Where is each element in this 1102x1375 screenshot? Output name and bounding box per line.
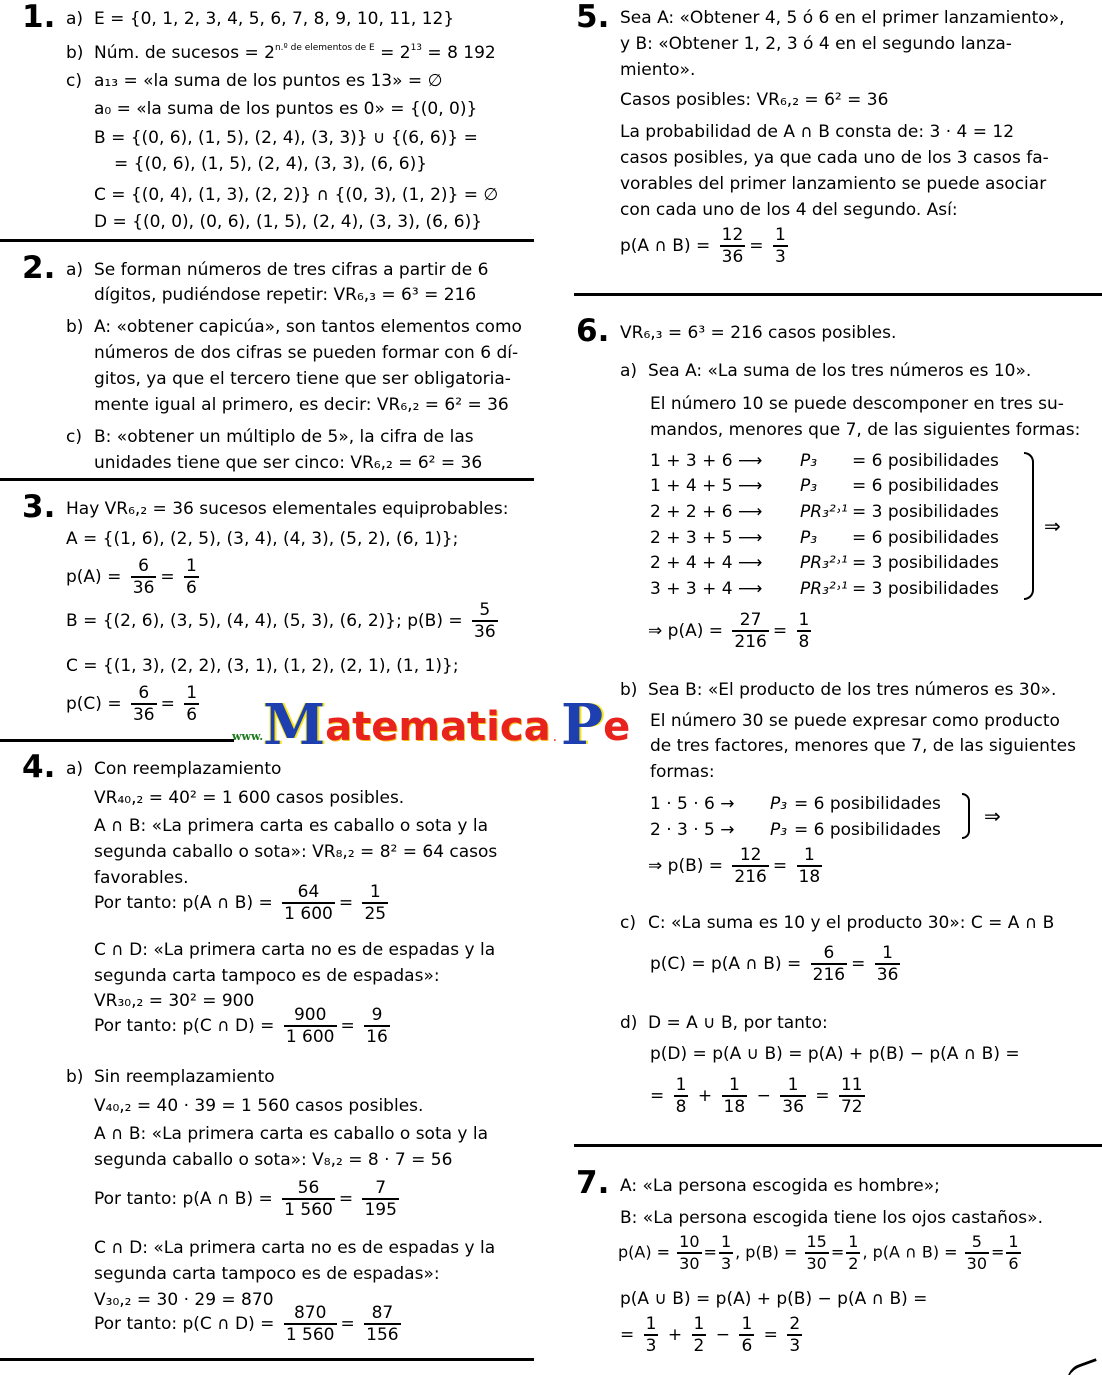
ex2-a-line: dígitos, pudiéndose repetir: VR₆,₃ = 6³ = 216 — [94, 285, 477, 305]
ex4-b-line: segunda carta tampoco es de espadas»: — [94, 1264, 440, 1284]
fraction: $\frac{1}{6}$ — [186, 556, 197, 598]
fraction: $\frac{1}{3}$ — [720, 1232, 732, 1273]
ex6-b-line: de tres factores, menores que 7, de las siguientes — [650, 736, 1076, 756]
ex1-c-line: a₀ = «la suma de los puntos es 0» = {(0, 0)} — [94, 99, 478, 119]
section-divider — [0, 478, 534, 481]
fraction: $\frac{1}{6}$ — [1008, 1232, 1019, 1273]
ex4-b-line: segunda caballo o sota»: V₈,₂ = 8 · 7 = 56 — [94, 1150, 453, 1170]
fraction: $\frac{1}{8}$ — [798, 610, 810, 652]
ex7-probs: p(A) = $\frac{10}{30}$ = $\frac{1}{3}$ , p(B) = $\frac{15}{30}$ = $\frac{1}{2}$ , p(A ∩ B) = $\frac{5}{30}$ = $\frac{1}{6}$ — [618, 1232, 1019, 1273]
ex6-intro: VR₆,₃ = 6³ = 216 casos posibles. — [620, 323, 897, 343]
fraction: $\frac{1}{18}$ — [723, 1075, 746, 1117]
ex6-c-p: p(C) = p(A ∩ B) = $\frac{6}{216}$ = $\frac{1}{36}$ — [650, 943, 899, 985]
fraction: $\frac{11}{72}$ — [840, 1075, 863, 1117]
exercise-number: 3. — [22, 489, 56, 525]
fraction: $\frac{6}{36}$ — [132, 556, 155, 598]
ex5-line: y B: «Obtener 1, 2, 3 ó 4 en el segundo lanza- — [620, 34, 1012, 54]
ex6-b-p: ⇒ p(B) = $\frac{12}{216}$ = $\frac{1}{18}$ — [648, 845, 821, 887]
right-brace-icon — [1024, 452, 1034, 600]
section-divider — [0, 739, 234, 742]
ex6-a-line: El número 10 se puede descomponer en tres su- — [650, 394, 1064, 414]
ex4-a-p2: Por tanto: p(C ∩ D) = $\frac{900}{1 600}$ = $\frac{9}{16}$ — [94, 1005, 388, 1047]
sum-row: 2 + 4 + 4 ⟶ PR₃²˒¹ = 3 posibilidades — [650, 553, 999, 573]
ex4-a-line: segunda caballo o sota»: VR₈,₂ = 8² = 64 casos — [94, 842, 498, 862]
ex6-a-p: ⇒ p(A) = $\frac{27}{216}$ = $\frac{1}{8}$ — [648, 610, 810, 652]
ex5-line: miento». — [620, 60, 696, 80]
ex4-a-p1: Por tanto: p(A ∩ B) = $\frac{64}{1 600}$ = $\frac{1}{25}$ — [94, 882, 387, 924]
ex4-b-line: C ∩ D: «La primera carta no es de espadas y la — [94, 1238, 496, 1258]
ex4-b-line: V₃₀,₂ = 30 · 29 = 870 — [94, 1290, 274, 1310]
exercise-number: 2. — [22, 250, 56, 286]
ex6-b: b) Sea B: «El producto de los tres números es 30». — [620, 680, 1057, 700]
fraction: $\frac{56}{1 560}$ — [284, 1178, 333, 1220]
ex4-a-line: favorables. — [94, 868, 189, 888]
fraction: $\frac{1}{8}$ — [675, 1075, 687, 1117]
ex5-line: con cada uno de los 4 del segundo. Así: — [620, 200, 958, 220]
ex2-c-line: unidades tiene que ser cinco: VR₆,₂ = 6² = 36 — [94, 453, 483, 473]
ex7-terms: = $\frac{1}{3}$ + $\frac{1}{2}$ − $\frac{1}{6}$ = $\frac{2}{3}$ — [620, 1314, 801, 1356]
fraction: $\frac{900}{1 600}$ — [285, 1005, 335, 1047]
fraction: $\frac{2}{3}$ — [789, 1314, 801, 1356]
fraction: $\frac{1}{6}$ — [186, 683, 198, 725]
ex4-a-line: VR₄₀,₂ = 40² = 1 600 casos posibles. — [94, 788, 405, 808]
exercise-number: 4. — [22, 749, 56, 785]
ex1-c-line: = {(0, 6), (1, 5), (2, 4), (3, 3), (6, 6)} — [114, 154, 428, 174]
ex4-b-p2: Por tanto: p(C ∩ D) = $\frac{870}{1 560}$ = $\frac{87}{156}$ — [94, 1303, 399, 1345]
sum-row: 2 + 2 + 6 ⟶ PR₃²˒¹ = 3 posibilidades — [650, 502, 999, 522]
ex5-line: Casos posibles: VR₆,₂ = 6² = 36 — [620, 90, 889, 110]
ex2-b-line: gitos, ya que el tercero tiene que ser obligatoria- — [94, 369, 511, 389]
ex2-a: a) Se forman números de tres cifras a partir de 6 — [66, 260, 489, 280]
ex3-pC: p(C) = $\frac{6}{36}$ = $\frac{1}{6}$ — [66, 683, 198, 725]
ex6-c: c) C: «La suma es 10 y el producto 30»: C = A ∩ B — [620, 913, 1055, 933]
fraction: $\frac{1}{2}$ — [848, 1232, 859, 1273]
ex4-a-line: VR₃₀,₂ = 30² = 900 — [94, 991, 255, 1011]
fraction: $\frac{6}{36}$ — [132, 683, 155, 725]
fraction: $\frac{870}{1 560}$ — [285, 1303, 335, 1345]
ex3-pB: B = {(2, 6), (3, 5), (4, 4), (5, 3), (6, 2)}; p(B) = $\frac{5}{36}$ — [66, 600, 496, 642]
fraction: $\frac{6}{216}$ — [812, 943, 846, 985]
ex6-d-line: p(D) = p(A ∪ B) = p(A) + p(B) − p(A ∩ B) = — [650, 1044, 1020, 1064]
sum-row: 3 + 3 + 4 ⟶ PR₃²˒¹ = 3 posibilidades — [650, 579, 999, 599]
product-row: 2 · 3 · 5 → P₃ = 6 posibilidades — [650, 820, 941, 840]
ex1-c-line: B = {(0, 6), (1, 5), (2, 4), (3, 3)} ∪ {(6, 6)} = — [94, 128, 478, 148]
ex1-c-line: C = {(0, 4), (1, 3), (2, 2)} ∩ {(0, 3), (1, 2)} = ∅ — [94, 185, 499, 205]
fraction: $\frac{64}{1 600}$ — [284, 882, 333, 924]
page-curl-decoration — [1062, 1358, 1102, 1375]
ex4-a-line: segunda carta tampoco es de espadas»: — [94, 966, 440, 986]
section-divider — [0, 1358, 534, 1361]
ex6-d-terms: = $\frac{1}{8}$ + $\frac{1}{18}$ − $\frac{1}{36}$ = $\frac{11}{72}$ — [650, 1075, 863, 1117]
fraction: $\frac{1}{18}$ — [798, 845, 821, 887]
ex5-line: vorables del primer lanzamiento se puede asociar — [620, 174, 1047, 194]
sum-row: 1 + 4 + 5 ⟶ P₃ = 6 posibilidades — [650, 476, 999, 496]
ex1-c: c) a₁₃ = «la suma de los puntos es 13» = ∅ — [66, 71, 443, 91]
ex4-b: b) Sin reemplazamiento — [66, 1067, 275, 1087]
fraction: $\frac{87}{156}$ — [366, 1303, 399, 1345]
ex1-b: b) Núm. de sucesos = $2^{n.º de elementos de E} = 2^{13} = 8$ 192 — [66, 43, 496, 63]
fraction: $\frac{27}{216}$ — [734, 610, 767, 652]
ex6-b-line: El número 30 se puede expresar como producto — [650, 711, 1060, 731]
ex6-d: d) D = A ∪ B, por tanto: — [620, 1013, 828, 1033]
fraction: $\frac{1}{25}$ — [364, 882, 387, 924]
fraction: $\frac{1}{36}$ — [876, 943, 899, 985]
fraction: $\frac{5}{36}$ — [474, 600, 496, 642]
exercise-number: 7. — [576, 1165, 610, 1201]
ex2-c: c) B: «obtener un múltiplo de 5», la cifra de las — [66, 427, 474, 447]
right-brace-icon — [962, 793, 970, 839]
ex4-b-p1: Por tanto: p(A ∩ B) = $\frac{56}{1 560}$ = $\frac{7}{195}$ — [94, 1178, 397, 1220]
fraction: $\frac{12}{36}$ — [721, 225, 744, 267]
ex4-a-line: C ∩ D: «La primera carta no es de espadas y la — [94, 940, 496, 960]
ex3-line: Hay VR₆,₂ = 36 sucesos elementales equiprobables: — [66, 499, 509, 519]
exercise-number: 5. — [576, 0, 610, 35]
implies-icon: ⇒ — [984, 804, 1001, 828]
fraction: $\frac{1}{3}$ — [645, 1314, 657, 1356]
section-divider — [574, 1144, 1102, 1147]
product-row: 1 · 5 · 6 → P₃ = 6 posibilidades — [650, 794, 941, 814]
ex3-pA: p(A) = $\frac{6}{36}$ = $\frac{1}{6}$ — [66, 556, 197, 598]
ex3-line: C = {(1, 3), (2, 2), (3, 1), (1, 2), (2, 1), (1, 1)}; — [66, 656, 459, 676]
ex5-line: casos posibles, ya que cada uno de los 3 casos fa- — [620, 148, 1049, 168]
exercise-number: 6. — [576, 313, 610, 349]
ex4-b-line: V₄₀,₂ = 40 · 39 = 1 560 casos posibles. — [94, 1096, 424, 1116]
section-divider — [574, 293, 1102, 296]
ex4-a-line: A ∩ B: «La primera carta es caballo o sota y la — [94, 816, 489, 836]
ex5-line: Sea A: «Obtener 4, 5 ó 6 en el primer lanzamiento», — [620, 8, 1065, 28]
ex3-line: A = {(1, 6), (2, 5), (3, 4), (4, 3), (5, 2), (6, 1)}; — [66, 529, 459, 549]
sum-row: 1 + 3 + 6 ⟶ P₃ = 6 posibilidades — [650, 451, 999, 471]
ex7-line: B: «La persona escogida tiene los ojos castaños». — [620, 1208, 1043, 1228]
section-divider — [0, 239, 534, 242]
fraction: $\frac{1}{3}$ — [774, 225, 786, 267]
sum-row: 2 + 3 + 5 ⟶ P₃ = 6 posibilidades — [650, 528, 999, 548]
ex1-a: a) E = {0, 1, 2, 3, 4, 5, 6, 7, 8, 9, 10, 11, 12} — [66, 9, 455, 29]
fraction: $\frac{10}{30}$ — [679, 1232, 700, 1273]
fraction: $\frac{5}{30}$ — [966, 1232, 988, 1273]
ex2-b: b) A: «obtener capicúa», son tantos elementos como — [66, 317, 522, 337]
matematica-pe-logo: www. M atematica . P e — [232, 692, 631, 758]
ex4-a: a) Con reemplazamiento — [66, 759, 282, 779]
ex2-b-line: números de dos cifras se pueden formar con 6 dí- — [94, 343, 519, 363]
ex1-c-line: D = {(0, 0), (0, 6), (1, 5), (2, 4), (3, 3), (6, 6)} — [94, 212, 483, 232]
ex4-b-line: A ∩ B: «La primera carta es caballo o sota y la — [94, 1124, 489, 1144]
fraction: $\frac{1}{6}$ — [741, 1314, 753, 1356]
ex7-line: A: «La persona escogida es hombre»; — [620, 1176, 940, 1196]
ex6-a: a) Sea A: «La suma de los tres números es 10». — [620, 361, 1032, 381]
ex7-union: p(A ∪ B) = p(A) + p(B) − p(A ∩ B) = — [620, 1289, 928, 1309]
fraction: $\frac{12}{216}$ — [734, 845, 767, 887]
ex6-a-line: mandos, menores que 7, de las siguientes formas: — [650, 420, 1081, 440]
ex5-line: La probabilidad de A ∩ B consta de: 3 · 4 = 12 — [620, 122, 1015, 142]
fraction: $\frac{15}{30}$ — [806, 1232, 827, 1273]
fraction: $\frac{1}{36}$ — [782, 1075, 804, 1117]
implies-icon: ⇒ — [1044, 514, 1061, 538]
ex5-p: p(A ∩ B) = $\frac{12}{36}$ = $\frac{1}{3}$ — [620, 225, 786, 267]
exercise-number: 1. — [22, 0, 56, 35]
fraction: $\frac{7}{195}$ — [364, 1178, 397, 1220]
ex2-b-line: mente igual al primero, es decir: VR₆,₂ = 6² = 36 — [94, 395, 509, 415]
fraction: $\frac{1}{2}$ — [693, 1314, 705, 1356]
fraction: $\frac{9}{16}$ — [366, 1005, 388, 1047]
ex6-b-line: formas: — [650, 762, 715, 782]
